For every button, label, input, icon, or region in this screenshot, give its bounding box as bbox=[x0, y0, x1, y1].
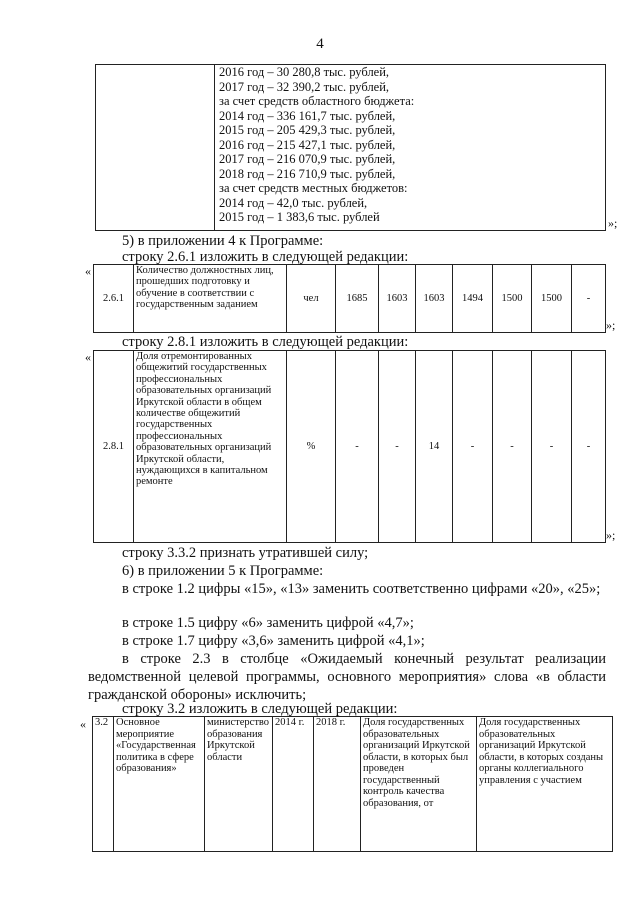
funding-line: 2014 год – 336 161,7 тыс. рублей, bbox=[219, 108, 396, 123]
row-2-6-1-intro: строку 2.6.1 изложить в следующей редакции: bbox=[122, 249, 409, 265]
funding-cell bbox=[215, 65, 606, 231]
paragraph-row-2-3: в строке 2.3 в столбце «Ожидаемый конечный результат реализации ведомственной целевой программы, основного мероприятия» слова «в области гражданской обороны» исключить; bbox=[88, 651, 606, 703]
row-value: 1603 bbox=[416, 265, 453, 333]
row-value: - bbox=[336, 351, 379, 543]
item-5-heading: 5) в приложении 4 к Программе: bbox=[122, 233, 324, 249]
funding-line: 2015 год – 205 429,3 тыс. рублей, bbox=[219, 123, 396, 137]
row-2-8-1-intro: строку 2.8.1 изложить в следующей редакции: bbox=[122, 334, 409, 350]
funding-line: 2016 год – 215 427,1 тыс. рублей, bbox=[219, 137, 396, 152]
row-value: 1500 bbox=[532, 265, 572, 333]
row-3-3-2-instruction: строку 3.3.2 признать утратившей силу; bbox=[122, 545, 369, 561]
funding-empty-cell bbox=[96, 65, 215, 231]
row-value: - bbox=[572, 351, 606, 543]
funding-line: 2016 год – 30 280,8 тыс. рублей, bbox=[219, 65, 390, 79]
funding-line: 2017 год – 216 070,9 тыс. рублей, bbox=[219, 152, 396, 166]
row-start-year: 2014 г. bbox=[273, 717, 314, 852]
open-quote: « bbox=[85, 264, 91, 278]
row-executor: министерство образования Иркутской области bbox=[205, 717, 273, 852]
row-2-6-1-table bbox=[93, 264, 606, 333]
item-6-heading: 6) в приложении 5 к Программе: bbox=[122, 563, 324, 579]
paragraph-row-1-7: в строке 1.7 цифру «3,6» заменить цифрой «4,1»; bbox=[122, 633, 425, 649]
open-quote: « bbox=[85, 350, 91, 364]
row-value: 1603 bbox=[379, 265, 416, 333]
funding-line: 2017 год – 32 390,2 тыс. рублей, bbox=[219, 79, 390, 94]
row-value: - bbox=[532, 351, 572, 543]
row-unit: чел bbox=[287, 265, 336, 333]
row-value: 1494 bbox=[453, 265, 493, 333]
page-number: 4 bbox=[316, 36, 324, 52]
row-3-2-intro: строку 3.2 изложить в следующей редакции: bbox=[122, 701, 398, 717]
row-2-8-1-table bbox=[93, 350, 606, 543]
close-quote: »; bbox=[606, 318, 616, 332]
row-value: 1500 bbox=[493, 265, 532, 333]
close-quote: »; bbox=[606, 528, 616, 542]
paragraph-row-1-2: в строке 1.2 цифры «15», «13» заменить соответственно цифрами «20», «25»; bbox=[122, 581, 601, 597]
row-expected-result: Доля государственных образовательных организаций Иркутской области, в которых был проведен государственный контроль качества образования, от bbox=[361, 717, 477, 852]
row-indicator: Доля государственных образовательных организаций Иркутской области, в которых созданы органы коллегиального управления с участием bbox=[477, 717, 613, 852]
row-unit: % bbox=[287, 351, 336, 543]
row-number: 2.6.1 bbox=[94, 265, 134, 333]
row-description: Количество должностных лиц, прошедших подготовку и обучение в соответствии с государственным заданием bbox=[134, 265, 287, 333]
row-value: - bbox=[379, 351, 416, 543]
funding-table bbox=[95, 64, 606, 231]
funding-line: 2015 год – 1 383,6 тыс. рублей bbox=[219, 210, 380, 224]
funding-line: 2014 год – 42,0 тыс. рублей, bbox=[219, 195, 368, 210]
row-number: 3.2 bbox=[93, 717, 114, 852]
row-value: 1685 bbox=[336, 265, 379, 333]
row-value: - bbox=[572, 265, 606, 333]
row-value: - bbox=[493, 351, 532, 543]
row-description: Доля отремонтированных общежитий государственных профессиональных образовательных организаций Иркутской области в общем количестве общежитий государственных профессиональных образовательных организаций Иркутской области, нуждающихся в капитальном ремонте bbox=[134, 351, 287, 543]
funding-line: за счет средств местных бюджетов: bbox=[219, 181, 408, 195]
row-end-year: 2018 г. bbox=[314, 717, 361, 852]
row-event-name: Основное мероприятие «Государственная политика в сфере образования» bbox=[114, 717, 205, 852]
row-3-2-table bbox=[92, 716, 613, 852]
row-number: 2.8.1 bbox=[94, 351, 134, 543]
funding-line: за счет средств областного бюджета: bbox=[219, 94, 415, 108]
row-value: 14 bbox=[416, 351, 453, 543]
paragraph-row-1-5: в строке 1.5 цифру «6» заменить цифрой «4,7»; bbox=[122, 615, 414, 631]
close-quote: »; bbox=[608, 216, 618, 230]
open-quote: « bbox=[80, 717, 86, 731]
funding-line: 2018 год – 216 710,9 тыс. рублей, bbox=[219, 166, 396, 181]
row-value: - bbox=[453, 351, 493, 543]
